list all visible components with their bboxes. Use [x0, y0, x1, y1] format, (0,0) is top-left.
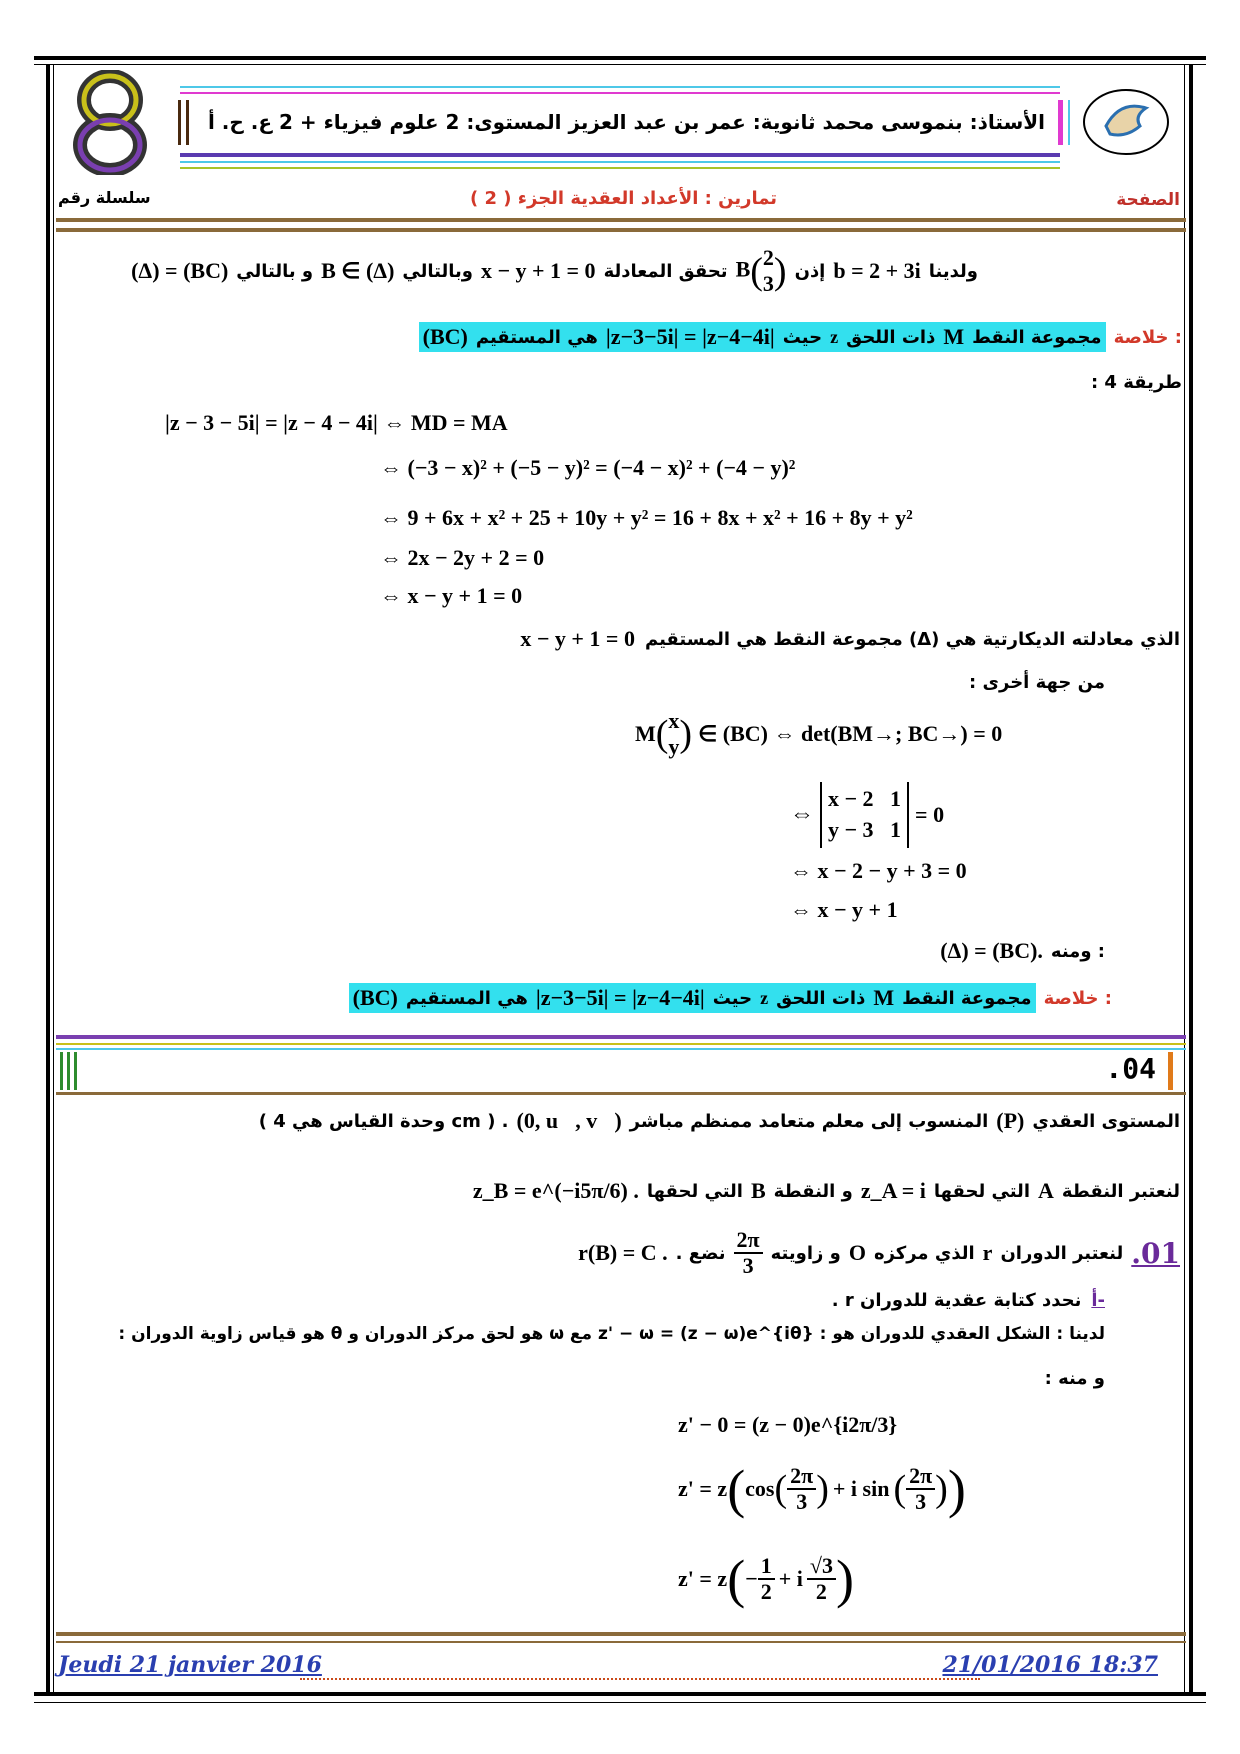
- frame-ouv: (0, u⃗, v⃗): [516, 1108, 622, 1133]
- summary-highlight: [349, 983, 1036, 1013]
- z-prime: z' = z: [678, 1476, 728, 1501]
- point-m: M: [943, 324, 965, 349]
- delta-equals-bc: (Δ) = (BC): [131, 258, 229, 284]
- ar-text: ( وحدة القياس هي 4 cm ) .: [258, 1110, 509, 1132]
- header-divider-1: [56, 218, 1186, 222]
- fraction-denominator: 2: [815, 1579, 827, 1604]
- line-bc: (BC): [352, 985, 398, 1010]
- det-expression: ∈ (BC) ⇔ det(BM→; BC→) = 0: [698, 721, 1003, 747]
- exercise-bar-4: [56, 1092, 1186, 1095]
- fraction-denominator: 3: [915, 1489, 927, 1514]
- modulus-equation: |z−3−5i| = |z−4−4i|: [605, 324, 775, 349]
- summary-label: خلاصة :: [1113, 326, 1182, 348]
- det-row-1: x − 2 1: [828, 786, 902, 811]
- ar-text: المستوى العقدي: [1032, 1110, 1180, 1132]
- footer-timestamp: 21/01/2016 18:37: [942, 1652, 1158, 1678]
- calc-step-1: z' − 0 = (z − 0)e^{i2π/3}: [678, 1412, 898, 1437]
- frame-top-line-2: [34, 64, 1206, 65]
- fraction-denominator: 3: [742, 1253, 754, 1279]
- footer-line-1: [56, 1632, 1186, 1636]
- vec-bottom: y: [668, 734, 680, 760]
- rotation-form: لدينا : الشكل العقدي للدوران هو : z' − ω = (z − ω)e^{iθ} مع ω هو لحق مركز الدوران و θ هو قياس زاوية الدوران :: [118, 1324, 1105, 1344]
- step-2: ⇔ (−3 − x)² + (−5 − y)² = (−4 − x)² + (−4 − y)²: [380, 455, 796, 480]
- vec-bottom: 3: [762, 271, 774, 297]
- line-equation: x − y + 1 = 0: [480, 258, 596, 284]
- frame-left-line: [46, 64, 50, 1694]
- intro-line: [259, 1108, 1180, 1134]
- set-statement: [520, 626, 1180, 652]
- header-title: الأستاذ: بنموسى محمد ثانوية: عمر بن عبد العزيز المستوى: 2 علوم فيزياء + 2 ع. ح. أ: [207, 110, 1045, 134]
- ar-text: تحقق المعادلة: [603, 260, 728, 282]
- determinant-matrix: [820, 782, 909, 848]
- ar-text: التي لحقها: [646, 1180, 743, 1202]
- header-left-mark: [178, 100, 181, 145]
- affix-za: z_A = i: [860, 1178, 926, 1203]
- method-label: طريقة 4 :: [1090, 372, 1182, 393]
- fraction-numerator: 2π: [906, 1464, 935, 1490]
- calc-step-3: z' = z ( − $\frac{1}{2}$ + i $\frac{√3}{2}$ ): [678, 1549, 854, 1609]
- summary-box-1: [419, 322, 1182, 352]
- isin-label: + i sin: [832, 1476, 890, 1501]
- frame-top-line: [34, 56, 1206, 60]
- det-step-1: ⇔ x − 2 − y + 3 = 0: [790, 858, 967, 883]
- footer-dotted-line: [300, 1678, 980, 1680]
- point-b-label: B: [735, 256, 751, 282]
- determinant-step: ⇔ x − 2 1 y − 3 1 = 0: [790, 782, 944, 848]
- ar-text: إذن: [794, 260, 826, 282]
- thus-line: [940, 938, 1105, 964]
- ar-text: نحدد كتابة عقدية للدوران r .: [831, 1290, 1082, 1311]
- frame-bottom-line-2: [34, 1702, 1206, 1703]
- step-4: ⇔ 2x − 2y + 2 = 0: [380, 545, 545, 570]
- header-divider-2: [56, 228, 1186, 232]
- fraction-numerator: 1: [758, 1554, 775, 1580]
- fraction-numerator: √3: [807, 1554, 836, 1580]
- step-1: |z − 3 − 5i| = |z − 4 − 4i| ⇔ MD = MA: [165, 410, 508, 435]
- ar-text: ذات اللحق: [846, 326, 936, 348]
- ar-text: و النقطة: [773, 1180, 853, 1202]
- vec-top: x: [668, 708, 680, 733]
- thus-equation: (Δ) = (BC).: [940, 938, 1043, 963]
- exercise-bar-1: [56, 1035, 1186, 1039]
- sub-question-a: [832, 1290, 1105, 1311]
- ar-text: ومنه :: [1050, 940, 1105, 962]
- point-b-coords: B(2 3): [735, 245, 787, 297]
- rotation-angle: [734, 1228, 763, 1278]
- vec-top: 2: [762, 245, 774, 270]
- ar-text: الذي مركزه: [873, 1242, 975, 1264]
- summary-label: خلاصة :: [1043, 987, 1112, 1009]
- exercise-right-mark: [1168, 1052, 1173, 1090]
- cartesian-equation: x − y + 1 = 0: [520, 626, 635, 651]
- ar-text: لنعتبر النقطة: [1061, 1180, 1180, 1202]
- ar-text: مجموعة النقط: [902, 987, 1032, 1009]
- footer-line-2: [56, 1641, 1186, 1643]
- affix-z: z: [830, 326, 839, 347]
- header-bar-bot-2: [180, 161, 1060, 163]
- ar-text: ذات اللحق: [776, 987, 866, 1009]
- point-b: B: [750, 1178, 766, 1203]
- other-hand-label: من جهة أخرى :: [969, 672, 1105, 693]
- summary-highlight: [419, 322, 1106, 352]
- header-right-mark-2: [1068, 100, 1070, 145]
- exercise-left-mark-2: [67, 1052, 70, 1090]
- ar-text: مجموعة النقط هي المستقيم (Δ) الذي معادلته الديكارتية هي: [644, 628, 1180, 650]
- frame-right-line: [1189, 64, 1193, 1694]
- det-zero: = 0: [915, 801, 945, 827]
- det-step-2: ⇔ x − y + 1: [790, 897, 898, 922]
- point-m: M: [635, 721, 656, 747]
- header-bar-bot-3: [180, 167, 1060, 169]
- fraction-denominator: 3: [796, 1489, 808, 1514]
- frame-bottom-line: [34, 1692, 1206, 1696]
- plane-p: (P): [996, 1108, 1025, 1133]
- modulus-equation: |z−3−5i| = |z−4−4i|: [535, 985, 705, 1010]
- det-line: M ( x y ) ∈ (BC) ⇔ det(BM→; BC→) = 0: [635, 708, 1003, 760]
- frame-right-line-2: [1184, 64, 1185, 1694]
- header-left-mark-2: [186, 100, 189, 145]
- exercise-number: .04: [1105, 1052, 1156, 1085]
- points-line: [473, 1178, 1180, 1204]
- step-3: ⇔ 9 + 6x + x² + 25 + 10y + y² = 16 + 8x + x² + 16 + 8y + y²: [380, 505, 913, 530]
- ar-text: وبالتالي: [402, 260, 473, 282]
- ar-text: و بالتالي: [236, 260, 314, 282]
- exercise-bar-2: [56, 1043, 1186, 1045]
- line-bc: (BC): [422, 324, 468, 349]
- center-o: O: [848, 1240, 866, 1266]
- math-b-value: b = 2 + 3i: [833, 258, 921, 284]
- sub-question-label: أ-: [1091, 1290, 1105, 1311]
- header-right-mark: [1058, 100, 1063, 145]
- fraction-denominator: 2: [760, 1579, 772, 1604]
- ar-text: التي لحقها: [933, 1180, 1030, 1202]
- ar-text: لنعتبر الدوران: [1000, 1242, 1124, 1264]
- affix-zb: z_B = e^(−i5π/6) .: [472, 1178, 639, 1203]
- z-prime: z' = z: [678, 1566, 728, 1591]
- ar-text: و زاويته: [770, 1242, 841, 1264]
- school-logo: [1080, 86, 1172, 158]
- header-bar-top-1: [180, 86, 1060, 88]
- fraction-numerator: 2π: [734, 1228, 763, 1254]
- step-5: ⇔ x − y + 1 = 0: [380, 583, 523, 608]
- series-logo: [70, 70, 150, 175]
- rb-equals-c: r(B) = C .: [578, 1240, 668, 1266]
- exercise-left-mark: [60, 1052, 63, 1090]
- ar-text: ولدينا: [928, 260, 978, 282]
- chapter-subject: تمارين : الأعداد العقدية الجزء ( 2 ): [470, 188, 778, 209]
- rotation-r: r: [982, 1240, 993, 1266]
- frame-left-line-2: [53, 64, 54, 1694]
- b-in-delta: B ∈ (Δ): [321, 258, 395, 284]
- exercise-bar-3: [56, 1048, 1186, 1050]
- ar-text: حيث: [782, 326, 823, 348]
- ar-text: هي المستقيم: [475, 326, 598, 348]
- summary-box-2: [349, 983, 1112, 1013]
- line-b-belongs: [131, 245, 978, 298]
- point-a: A: [1038, 1178, 1054, 1203]
- footer-date: Jeudi 21 janvier 2016: [58, 1652, 322, 1678]
- det-row-2: y − 3 1: [828, 816, 902, 842]
- ar-text: مجموعة النقط: [972, 326, 1102, 348]
- cos-label: cos: [745, 1476, 775, 1501]
- ar-text: حيث: [712, 987, 753, 1009]
- ar-text: . نضع: [675, 1242, 726, 1264]
- exercise-left-mark-3: [74, 1052, 77, 1090]
- page-label: الصفحة: [1116, 190, 1180, 210]
- series-label: سلسلة رقم: [58, 188, 151, 207]
- question-1-number: .01: [1131, 1236, 1180, 1270]
- header-bar-bot-1: [180, 153, 1060, 157]
- ar-text: هي المستقيم: [405, 987, 528, 1009]
- point-m: M: [873, 985, 895, 1010]
- header-bar-top-2: [180, 92, 1060, 94]
- fraction-numerator: 2π: [787, 1464, 816, 1490]
- affix-z: z: [760, 987, 769, 1008]
- calc-step-2: z' = z ( cos ( $\frac{2\pi}{3}$ ) + i sin ( $\frac{2\pi}{3}$ ) ): [678, 1459, 966, 1519]
- question-1-line: [578, 1228, 1180, 1278]
- ar-text: المنسوب إلى معلم متعامد ممنظم مباشر: [629, 1110, 989, 1132]
- hence-label: و منه :: [1044, 1368, 1105, 1389]
